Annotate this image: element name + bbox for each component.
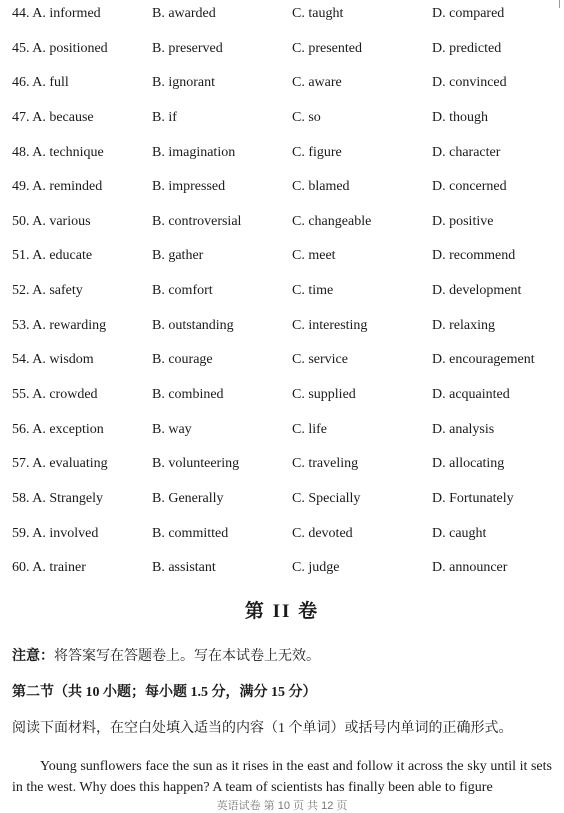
option-c: C. taught: [292, 6, 344, 21]
option-d: D. recommend: [432, 248, 516, 264]
option-a: 46. A. full: [12, 75, 69, 91]
option-a: 57. A. evaluating: [12, 456, 108, 472]
question-row: [0, 0, 564, 35]
option-a: 55. A. crowded: [12, 387, 98, 403]
option-d: D. analysis: [432, 421, 495, 437]
option-a: 53. A. rewarding: [12, 317, 107, 333]
option-a: 47. A. because: [12, 109, 94, 125]
option-d: D. convinced: [432, 75, 507, 91]
option-a: 58. A. Strangely: [12, 490, 103, 506]
notice-label: 注意：: [12, 649, 54, 664]
option-b: B. volunteering: [152, 456, 240, 472]
option-a: 50. A. various: [12, 213, 91, 229]
option-b: B. awarded: [152, 6, 216, 21]
question-row: [0, 277, 564, 312]
option-a: 59. A. involved: [12, 525, 99, 541]
question-row: [0, 69, 564, 104]
option-b: B. if: [152, 109, 177, 125]
reading-passage: Young sunflowers face the sun as it rises in the east and follow it across the sky until it sets in the west. Why does this happen? A team of scientists has finally been able to figure: [12, 759, 552, 795]
option-c: C. time: [292, 283, 334, 299]
subsection-heading: 第二节（共 10 小题；每小题 1.5 分，满分 15 分）: [12, 685, 317, 700]
question-row: [0, 346, 564, 381]
option-c: C. meet: [292, 248, 336, 264]
option-d: D. announcer: [432, 560, 508, 576]
option-b: B. comfort: [152, 283, 213, 299]
option-c: C. service: [292, 352, 348, 368]
option-b: B. imagination: [152, 144, 236, 160]
option-d: D. compared: [432, 6, 505, 21]
option-c: C. traveling: [292, 456, 359, 472]
option-d: D. relaxing: [432, 317, 495, 333]
option-b: B. courage: [152, 352, 213, 368]
option-a: 44. A. informed: [12, 6, 101, 21]
question-row: [0, 173, 564, 208]
option-c: C. so: [292, 109, 321, 125]
option-c: C. aware: [292, 75, 342, 91]
option-c: C. figure: [292, 144, 342, 160]
option-d: D. predicted: [432, 40, 502, 56]
option-d: D. acquainted: [432, 387, 510, 403]
option-a: 52. A. safety: [12, 283, 83, 299]
option-d: D. character: [432, 144, 501, 160]
option-b: B. committed: [152, 525, 229, 541]
option-a: 45. A. positioned: [12, 40, 108, 56]
question-row: [0, 520, 564, 555]
question-row: [0, 104, 564, 139]
question-row: [0, 485, 564, 520]
question-row: [0, 416, 564, 451]
option-b: B. combined: [152, 387, 224, 403]
option-a: 56. A. exception: [12, 421, 104, 437]
option-a: 49. A. reminded: [12, 179, 103, 195]
option-b: B. gather: [152, 248, 204, 264]
instruction-text: 阅读下面材料，在空白处填入适当的内容（1 个单词）或括号内单词的正确形式。: [12, 721, 513, 736]
question-row: [0, 381, 564, 416]
option-b: B. controversial: [152, 213, 242, 229]
option-b: B. outstanding: [152, 317, 234, 333]
option-c: C. blamed: [292, 179, 350, 195]
option-b: B. way: [152, 421, 192, 437]
option-d: D. though: [432, 109, 488, 125]
question-row: [0, 450, 564, 485]
option-b: B. preserved: [152, 40, 223, 56]
option-d: D. development: [432, 283, 522, 299]
option-b: B. impressed: [152, 179, 226, 195]
question-row: [0, 35, 564, 70]
question-row: [0, 139, 564, 174]
option-b: B. ignorant: [152, 75, 215, 91]
option-d: D. concerned: [432, 179, 507, 195]
option-b: B. assistant: [152, 560, 216, 576]
option-c: C. changeable: [292, 213, 372, 229]
option-a: 54. A. wisdom: [12, 352, 94, 368]
option-c: C. supplied: [292, 387, 356, 403]
option-c: C. devoted: [292, 525, 353, 541]
option-d: D. encouragement: [432, 352, 535, 368]
option-a: 60. A. trainer: [12, 560, 86, 576]
question-row: [0, 242, 564, 277]
option-d: D. allocating: [432, 456, 505, 472]
option-b: B. Generally: [152, 490, 224, 506]
option-c: C. life: [292, 421, 327, 437]
option-c: C. Specially: [292, 490, 361, 506]
option-d: D. positive: [432, 213, 494, 229]
question-row: [0, 208, 564, 243]
option-a: 48. A. technique: [12, 144, 104, 160]
page-footer: 英语试卷 第 10 页 共 12 页: [216, 800, 348, 812]
option-a: 51. A. educate: [12, 248, 93, 264]
section-title: 第 II 卷: [244, 601, 320, 622]
option-c: C. presented: [292, 40, 362, 56]
notice-text: 将答案写在答题卷上。写在本试卷上无效。: [54, 649, 320, 664]
question-row: [0, 554, 564, 589]
notice: [12, 646, 320, 668]
option-c: C. judge: [292, 560, 340, 576]
option-d: D. caught: [432, 525, 487, 541]
option-c: C. interesting: [292, 317, 368, 333]
question-row: [0, 312, 564, 347]
option-d: D. Fortunately: [432, 490, 514, 506]
